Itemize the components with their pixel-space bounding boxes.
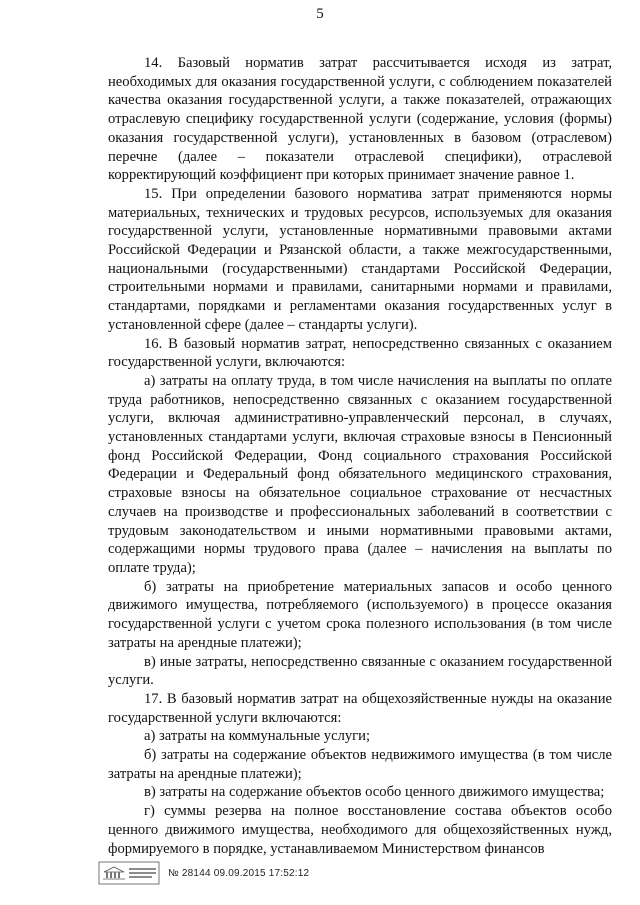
paragraph-17-item-g: г) суммы резерва на полное восстановление состава объектов особо ценного движимого имущества, необходимого для общехозяйственных нужд, формируемого в порядке, устанавливаемом Министерством финансов (108, 803, 612, 857)
paragraph-17-item-a: а) затраты на коммунальные услуги; (144, 728, 371, 745)
paragraph-14: 14. Базовый норматив затрат рассчитывается исходя из затрат, необходимых для оказания государственной услуги, с соблюдением показателей качества оказания государственной услуги, а также показателей, отражающих отраслевую специфику государственной услуги (содержание, условия (формы) оказания государственной услуги), установленных в базовом (отраслевом) перечне (далее – показатели отраслевой специфики), отраслевой корректирующий коэффициент при которых принимает значение равное 1. (108, 55, 612, 184)
paragraph-17: 17. В базовый норматив затрат на общехозяйственные нужды на оказание государственной услуги включаются: (108, 690, 612, 726)
paragraph-17-item-v: в) затраты на содержание объектов особо ценного движимого имущества; (144, 784, 605, 801)
paragraph-17-item-b: б) затраты на содержание объектов недвижимого имущества (в том числе затраты на арендные платежи); (108, 747, 612, 782)
paragraph-15: 15. При определении базового норматива затрат применяются нормы материальных, технических и трудовых ресурсов, используемых для оказания государственной услуги, установленные нормативными правовыми актами Российской Федерации и Рязанской области, а также межгосударственными, национальными (государственными) стандартами Российской Федерации, строительными нормами и правилами, санитарными нормами и правилами, стандартами, порядками и регламентами оказания государственных услуг в установленной сфере (далее – стандарты услуги). (108, 185, 612, 333)
paragraph-16-item-a: а) затраты на оплату труда, в том числе начисления на выплаты по оплате труда работников, непосредственно связанных с оказанием государственной услуги, включая административно-управленческий персонал, в случаях, установленных стандартами услуги, включая страховые взносы в Пенсионный фонд Российской Федерации, Фонд социального страхования Российской Федерации и Федеральный фонд обязательного медицинского страхования, страховые взносы на обязательное социальное страхование от несчастных случаев на производстве и профессиональных заболеваний в соответствии с трудовым законодательством и иными нормативными правовыми актами, содержащими нормы трудового права (далее – начисления на выплаты по оплате труда); (108, 372, 612, 576)
paragraph-16-item-b: б) затраты на приобретение материальных запасов и особо ценного движимого имущества, потребляемого (используемого) в процессе оказания государственной услуги с учетом срока полезного использования (в том числе затраты на арендные платежи); (108, 578, 612, 651)
document-body (108, 54, 612, 858)
paragraph-16-item-v: в) иные затраты, непосредственно связанные с оказанием государственной услуги. (108, 653, 612, 689)
registration-number: № 28144 09.09.2015 17:52:12 (168, 867, 310, 879)
document-footer (98, 860, 309, 886)
page-number: 5 (316, 6, 324, 22)
paragraph-16: 16. В базовый норматив затрат, непосредственно связанных с оказанием государственной услуги, включаются: (108, 335, 612, 371)
government-emblem-icon (98, 861, 160, 885)
